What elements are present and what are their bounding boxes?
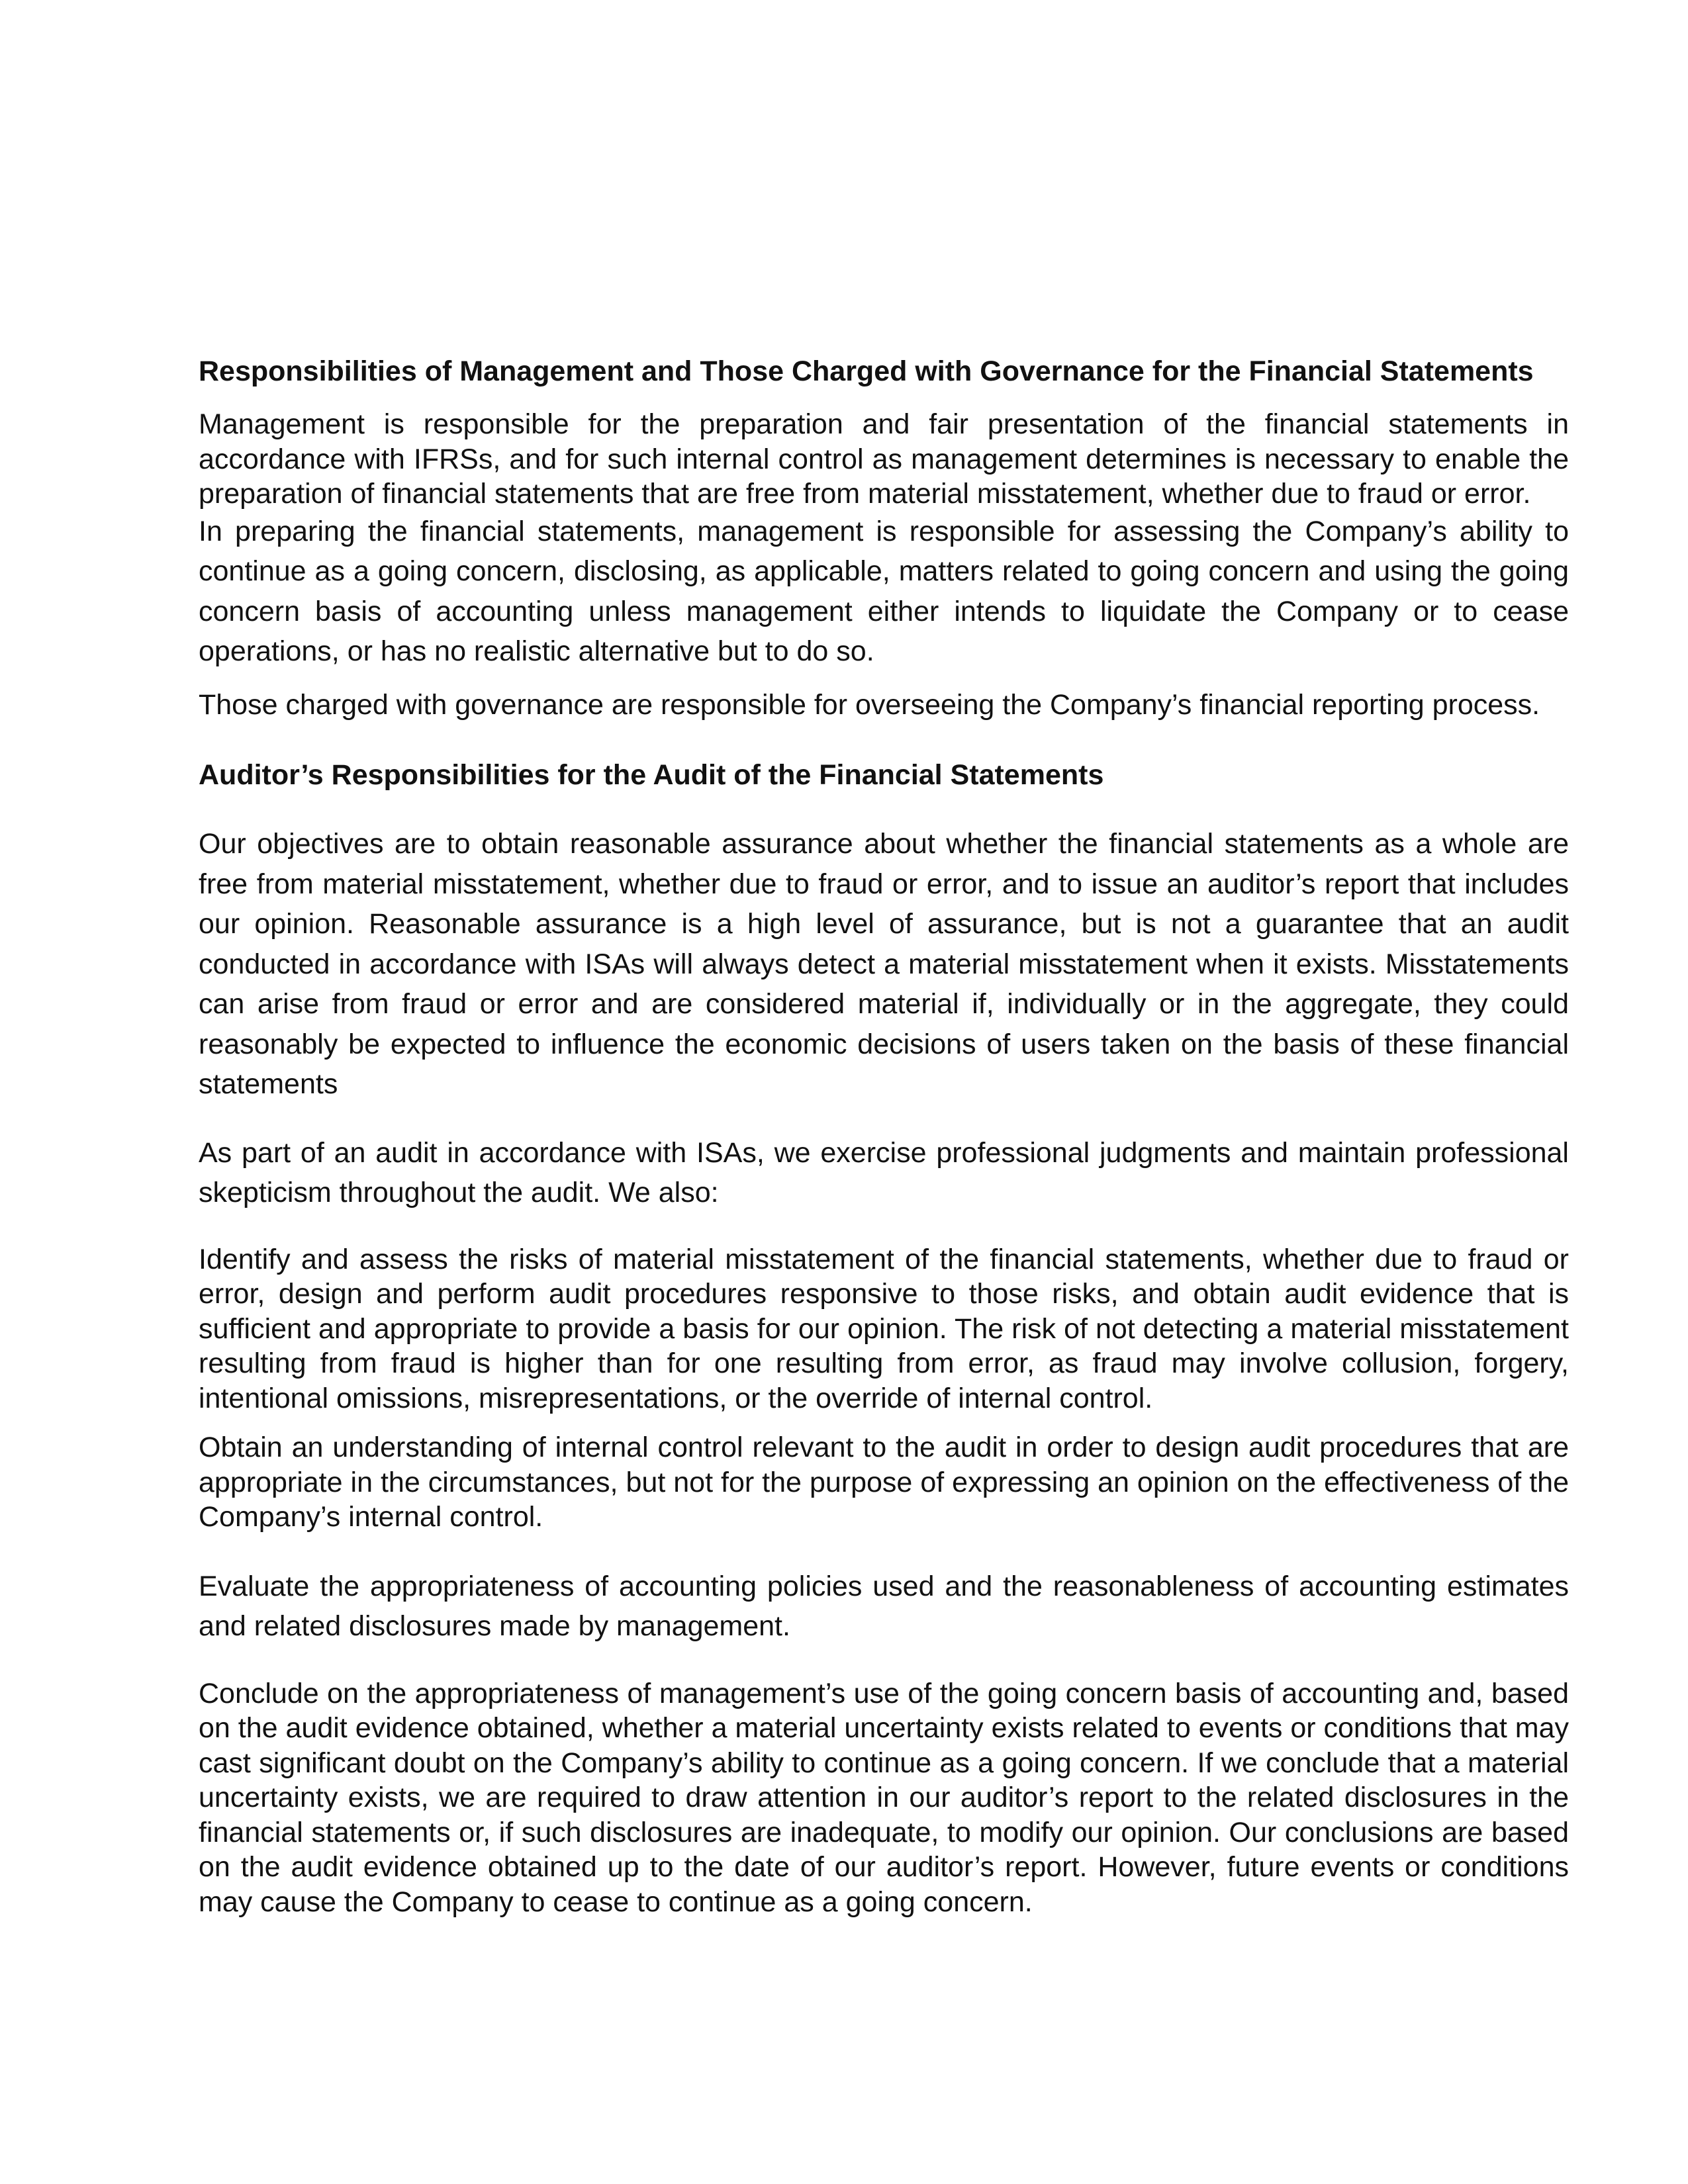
paragraph-going-concern-conclusion: Conclude on the appropriateness of management’s use of the going concern basis of accounting and, based on the audit evidence obtained, whether a material uncertainty exists related to events or conditions that may cast significant doubt on the Company’s ability to continue as a going concern. If we conclude that a material uncertainty exists, we are required to draw attention in our auditor’s report to the related disclosures in the financial statements or, if such disclosures are inadequate, to modify our opinion. Our conclusions are based on the audit evidence obtained up to the date of our auditor’s report. However, future events or conditions may cause the Company to cease to continue as a going concern. (199, 1677, 1569, 1918)
paragraph-professional-judgment: As part of an audit in accordance with ISAs, we exercise professional judgments and maintain professional skepticism throughout the audit. We also: (199, 1136, 1569, 1208)
document-body (199, 354, 1569, 1919)
paragraph-internal-control: Obtain an understanding of internal control relevant to the audit in order to design audit procedures that are appropriate in the circumstances, but not for the purpose of expressing an opinion on the effectiveness of the Company’s internal control. (199, 1432, 1569, 1533)
paragraph-evaluate-policies: Evaluate the appropriateness of accounting policies used and the reasonableness of accounting estimates and related disclosures made by management. (199, 1570, 1569, 1642)
paragraph-management-responsibility: Management is responsible for the preparation and fair presentation of the financial statements in accordance with IFRSs, and for such internal control as management determines is necessary to enable the preparation of financial statements that are free from material misstatement, whether due to fraud or error. (199, 408, 1569, 510)
paragraph-audit-objectives: Our objectives are to obtain reasonable assurance about whether the financial statements as a whole are free from material misstatement, whether due to fraud or error, and to issue an auditor’s report that includes our opinion. Reasonable assurance is a high level of assurance, but is not a guarantee that an audit conducted in accordance with ISAs will always detect a material misstatement when it exists. Misstatements can arise from fraud or error and are considered material if, individually or in the aggregate, they could reasonably be expected to influence the economic decisions of users taken on the basis of these financial statements (199, 828, 1569, 1100)
section-heading-auditor: Auditor’s Responsibilities for the Audit of the Financial Statements (199, 759, 1104, 791)
paragraph-governance-oversight: Those charged with governance are responsible for overseeing the Company’s financial reporting process. (199, 688, 1540, 721)
section-heading-management: Responsibilities of Management and Those Charged with Governance for the Financial Statements (199, 355, 1534, 387)
paragraph-going-concern-management: In preparing the financial statements, management is responsible for assessing the Company’s ability to continue as a going concern, disclosing, as applicable, matters related to going concern and using the going concern basis of accounting unless management either intends to liquidate the Company or to cease operations, or has no realistic alternative but to do so. (199, 515, 1569, 667)
paragraph-identify-risks: Identify and assess the risks of material misstatement of the financial statements, whether due to fraud or error, design and perform audit procedures responsive to those risks, and obtain audit evidence that is sufficient and appropriate to provide a basis for our opinion. The risk of not detecting a material misstatement resulting from fraud is higher than for one resulting from error, as fraud may involve collusion, forgery, intentional omissions, misrepresentations, or the override of internal control. (199, 1243, 1569, 1414)
